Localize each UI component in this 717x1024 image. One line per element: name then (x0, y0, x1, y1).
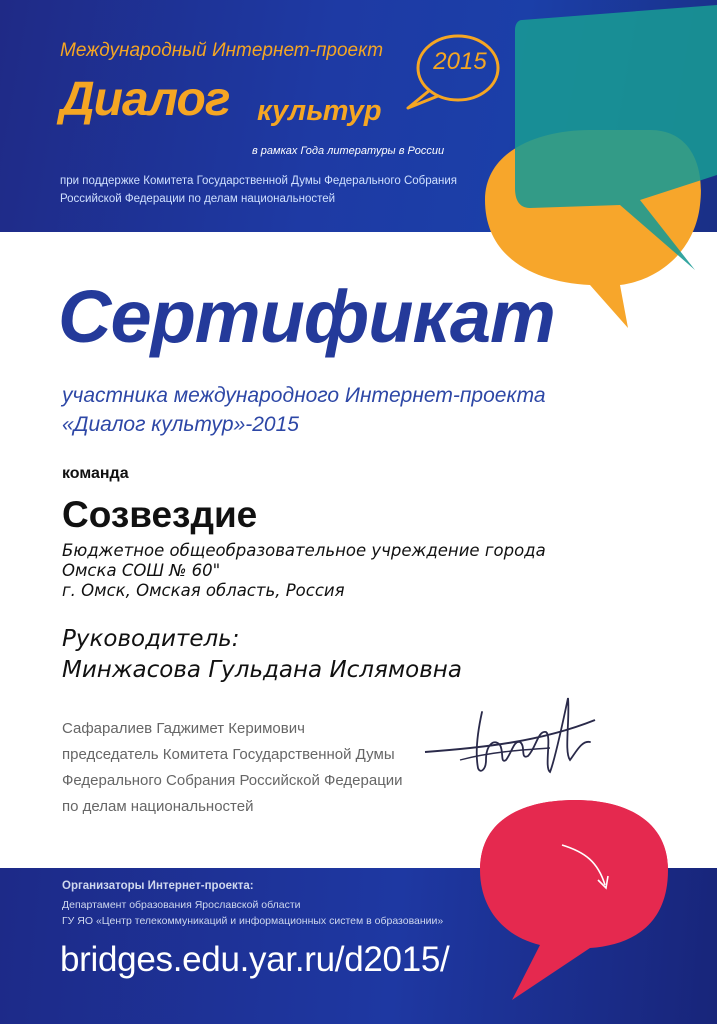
site-url-link[interactable]: bridges.edu.yar.ru/d2015/ (60, 940, 450, 979)
team-label: команда (62, 465, 129, 482)
school-info (62, 541, 546, 601)
brand-title: Диалог (60, 73, 230, 126)
signature-icon (420, 690, 610, 790)
support-line: Российской Федерации по делам национальностей (60, 193, 336, 205)
signatory-position: по делам национальностей (62, 798, 254, 815)
project-label: Международный Интернет-проект (60, 40, 384, 61)
participant-caption (62, 381, 546, 439)
organizer-item: ГУ ЯО «Центр телекоммуникаций и информационных систем в образовании» (62, 915, 444, 927)
signatory-position: председатель Комитета Государственной Думы (62, 746, 395, 763)
school-line: Омска СОШ № 60" (62, 561, 221, 580)
participant-line: «Диалог культур»-2015 (62, 413, 299, 436)
organizers-title: Организаторы Интернет-проекта: (62, 880, 254, 892)
literature-year-note: в рамках Года литературы в России (252, 145, 445, 157)
participant-line: участника международного Интернет-проекта (62, 384, 546, 407)
certificate-title: Сертификат (58, 275, 555, 358)
leader-block (62, 624, 462, 686)
organizer-item: Департамент образования Ярославской области (62, 899, 301, 911)
support-text (60, 172, 470, 208)
signatory-name: Сафаралиев Гаджимет Керимович (62, 720, 305, 737)
leader-label: Руководитель: (62, 626, 240, 652)
year-label: 2015 (433, 48, 487, 75)
leader-name: Минжасова Гульдана Ислямовна (62, 657, 462, 683)
team-name: Созвездие (62, 494, 258, 535)
support-line: при поддержке Комитета Государственной Думы Федерального Собрания (60, 175, 458, 187)
signatory-block (62, 716, 403, 820)
organizers-list (62, 897, 443, 929)
school-location: г. Омск, Омская область, Россия (62, 581, 345, 600)
signatory-position: Федерального Собрания Российской Федерации (62, 772, 403, 789)
brand-subtitle: культур (257, 95, 382, 127)
school-line: Бюджетное общеобразовательное учреждение города (62, 541, 546, 560)
